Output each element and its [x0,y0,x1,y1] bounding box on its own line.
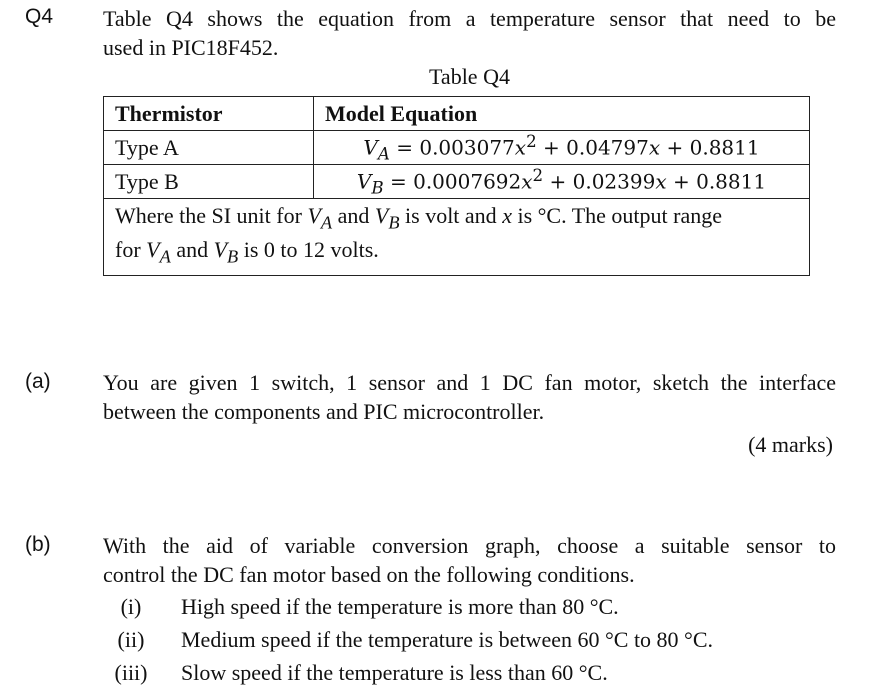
equation-coefficient-2: + 0.04797 [536,135,649,160]
part-a-line-1: You are given 1 switch, 1 sensor and 1 DC fan motor, sketch the interface [103,370,836,395]
equation-constant: + 0.8811 [660,135,760,160]
condition-text: High speed if the temperature is more than 80 °C. [181,594,619,619]
question-number: Q4 [25,5,54,28]
table-row [104,165,810,199]
note-text: is °C. The output range [511,203,722,228]
part-b-line-1: With the aid of variable conversion graph, choose a suitable sensor to [103,533,836,558]
note-text: and [170,237,214,263]
part-b-line-2: control the DC fan motor based on the following conditions. [103,562,635,587]
note-subscript: B [227,246,239,267]
note-subscript: A [320,212,333,233]
note-text: for [115,237,147,263]
equation-coefficient-1: = 0.0007692 [383,169,522,194]
condition-text: Medium speed if the temperature is between 60 °C to 80 °C. [181,627,714,652]
condition-text: Slow speed if the temperature is less than 60 °C. [181,660,608,685]
model-equation [314,165,810,199]
part-a-marks: (4 marks) [748,432,833,457]
note-symbol-vb: V [213,237,228,263]
equation-exponent: 2 [526,131,537,151]
list-item [0,627,888,657]
equation-coefficient-2: + 0.02399 [543,169,656,194]
note-text: Where the SI unit for [115,203,308,228]
condition-number: (iii) [114,660,148,685]
condition-number: (i) [120,594,142,619]
part-b-label: (b) [25,533,51,556]
question-intro [103,4,836,62]
note-subscript: B [388,212,400,233]
list-item [0,660,888,690]
equation-variable: x [514,135,527,160]
note-subscript: A [159,246,171,267]
note-symbol-va: V [307,203,321,228]
equation-variable: x [521,169,533,194]
header-thermistor: Thermistor [104,97,314,131]
equation-lhs-subscript: A [377,144,390,164]
part-a-text [103,368,836,426]
equation-coefficient-1: = 0.003077 [389,135,515,160]
table-header-row [104,97,810,131]
equation-lhs: V [356,169,372,194]
thermistor-name: Type A [104,131,314,165]
equation-constant: + 0.8811 [666,169,767,194]
table-note-row [104,199,810,276]
intro-line-2: used in PIC18F452. [103,35,279,60]
part-b-text [103,531,836,589]
note-symbol-va: V [146,237,160,263]
part-a-label: (a) [25,370,51,393]
thermistor-table [103,96,810,276]
list-item [0,594,888,624]
note-text: is volt and [399,203,503,228]
header-model-equation: Model Equation [314,97,810,131]
intro-line-1: Table Q4 shows the equation from a temperature sensor that need to be [103,6,836,31]
note-text: is 0 to 12 volts. [238,237,379,263]
equation-exponent: 2 [532,165,544,185]
note-text: and [332,203,375,228]
table-note [104,199,810,276]
table-caption: Table Q4 [429,64,510,89]
model-equation [314,131,810,165]
equation-lhs: V [363,135,378,160]
equation-variable: x [648,135,661,160]
note-symbol-vb: V [374,203,389,228]
note-symbol-x: x [502,203,512,228]
equation-variable: x [655,169,667,194]
part-a-line-2: between the components and PIC microcontroller. [103,399,545,424]
equation-lhs-subscript: B [371,178,384,198]
table-row [104,131,810,165]
thermistor-name: Type B [104,165,314,199]
condition-number: (ii) [117,627,145,652]
